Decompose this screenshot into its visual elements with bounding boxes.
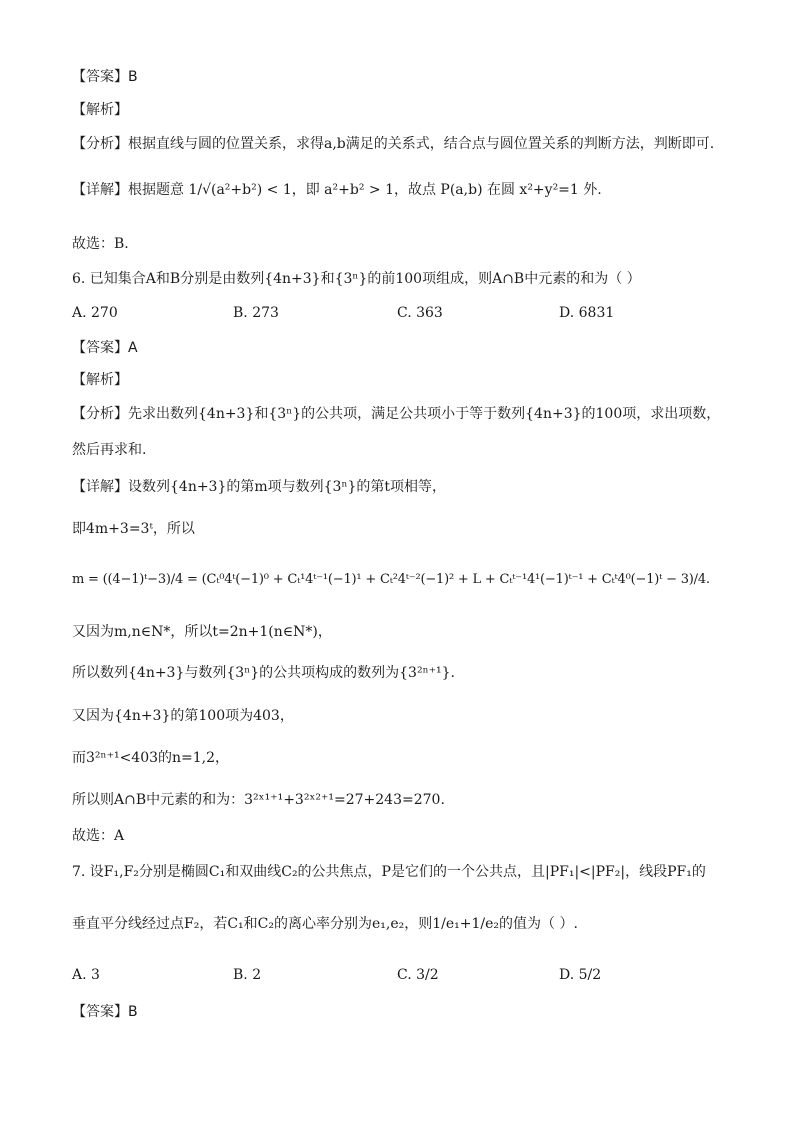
q6-fenxi-line1 bbox=[72, 404, 720, 424]
q5-choose: 故选：B. bbox=[72, 236, 129, 252]
q5-fenxi-line bbox=[72, 134, 714, 154]
q6-answer-line bbox=[72, 338, 138, 358]
answer-value: B bbox=[128, 69, 138, 85]
q7-stem-line2: 垂直平分线经过点F₂，若C₁和C₂的离心率分别为e₁,e₂，则1/e₁+1/e₂的值为（ ）. bbox=[72, 916, 578, 932]
q5-xiangjie-line bbox=[72, 180, 602, 200]
q6-step7: 所以则A∩B中元素的和为：3²ˣ¹⁺¹+3²ˣ²⁺¹=27+243=270. bbox=[72, 792, 445, 808]
q6-step5: 又因为{4n+3}的第100项为403， bbox=[72, 708, 294, 724]
q6-stem: 6. 已知集合A和B分别是由数列{4n+3}和{3ⁿ}的前100项组成，则A∩B中元素的和为（ ） bbox=[72, 271, 641, 287]
q5-analysis-heading: 【解析】 bbox=[72, 102, 128, 118]
q6-step2-binomial: m = ((4−1)ᵗ−3)/4 = (Cₜ⁰4ᵗ(−1)⁰ + Cₜ¹4ᵗ⁻¹(−1)¹ + Cₜ²4ᵗ⁻²(−1)² + L + Cₜᵗ⁻¹4¹(−1)ᵗ⁻¹ + Cₜᵗ4⁰(−1)ᵗ − 3)/4. bbox=[72, 572, 710, 587]
xiangjie-tag: 【详解】 bbox=[72, 182, 128, 198]
q6-analysis-heading: 【解析】 bbox=[72, 372, 128, 388]
q5-answer-line bbox=[72, 67, 138, 87]
q6-step6: 而3²ⁿ⁺¹<403的n=1,2， bbox=[72, 750, 230, 766]
xiangjie-text: 设数列{4n+3}的第m项与数列{3ⁿ}的第t项相等， bbox=[128, 479, 447, 495]
q6-option-d[interactable]: D. 6831 bbox=[559, 305, 615, 321]
answer-value: A bbox=[128, 340, 138, 356]
fenxi-tag: 【分析】 bbox=[72, 406, 128, 422]
xiangjie-text: 根据题意 1/√(a²+b²) < 1，即 a²+b² > 1，故点 P(a,b) 在圆 x²+y²=1 外. bbox=[128, 182, 602, 198]
q6-option-c[interactable]: C. 363 bbox=[397, 305, 443, 321]
analysis-tag: 解析 bbox=[86, 102, 114, 118]
fenxi-tag: 【分析】 bbox=[72, 136, 128, 152]
q6-choose: 故选：A bbox=[72, 828, 125, 844]
q6-step3: 又因为m,n∈N*，所以t=2n+1(n∈N*)， bbox=[72, 624, 332, 640]
q6-step1: 即4m+3=3ᵗ，所以 bbox=[72, 521, 195, 537]
fenxi-text: 先求出数列{4n+3}和{3ⁿ}的公共项，满足公共项小于等于数列{4n+3}的100项，求出项数， bbox=[128, 406, 721, 422]
answer-value: B bbox=[128, 1004, 138, 1020]
fenxi-text: 根据直线与圆的位置关系，求得a,b满足的关系式，结合点与圆位置关系的判断方法，判断即可. bbox=[128, 136, 715, 152]
q6-step4: 所以数列{4n+3}与数列{3ⁿ}的公共项构成的数列为{3²ⁿ⁺¹}. bbox=[72, 665, 455, 681]
q7-option-b[interactable]: B. 2 bbox=[233, 967, 262, 983]
q7-stem-line1: 7. 设F₁,F₂分别是椭圆C₁和双曲线C₂的公共焦点，P是它们的一个公共点，且|PF₁|<|PF₂|，线段PF₁的 bbox=[72, 864, 706, 880]
q6-option-a[interactable]: A. 270 bbox=[72, 305, 118, 321]
analysis-tag: 解析 bbox=[86, 372, 114, 388]
q6-xiangjie-line bbox=[72, 477, 446, 497]
q7-option-c[interactable]: C. 3/2 bbox=[397, 967, 439, 983]
q6-option-b[interactable]: B. 273 bbox=[233, 305, 279, 321]
q7-answer-line bbox=[72, 1002, 138, 1022]
q7-option-d[interactable]: D. 5/2 bbox=[559, 967, 602, 983]
xiangjie-tag: 【详解】 bbox=[72, 479, 128, 495]
q7-option-a[interactable]: A. 3 bbox=[72, 967, 100, 983]
answer-tag: 【答案】 bbox=[72, 69, 128, 85]
answer-tag: 【答案】 bbox=[72, 340, 128, 356]
answer-tag: 【答案】 bbox=[72, 1004, 128, 1020]
q6-fenxi-line2: 然后再求和. bbox=[72, 442, 147, 458]
